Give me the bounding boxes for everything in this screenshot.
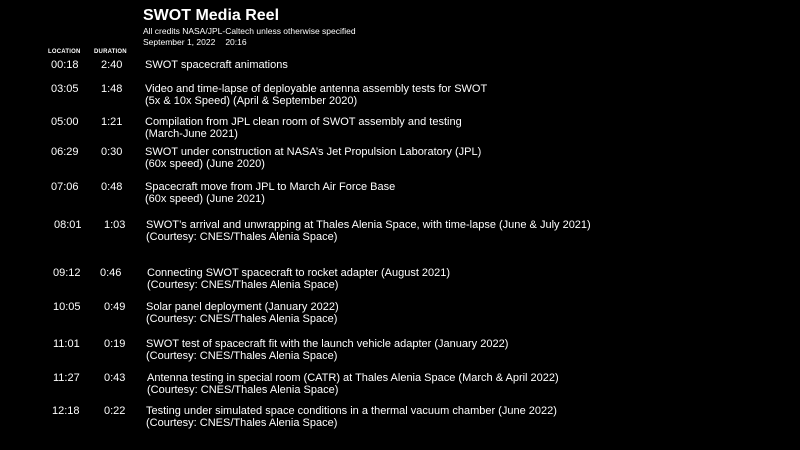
entry-location: 06:29 (51, 146, 79, 158)
entry-description-subline: (Courtesy: CNES/Thales Alenia Space) (146, 231, 338, 243)
entry-duration: 0:46 (100, 267, 122, 279)
entry-location: 10:05 (53, 301, 81, 313)
entry-location: 12:18 (52, 405, 80, 417)
entry-description (145, 83, 487, 107)
entry-description-subline: (Courtesy: CNES/Thales Alenia Space) (146, 313, 338, 325)
entry-description (146, 405, 557, 429)
entry-description-line: SWOT’s arrival and unwrapping at Thales Alenia Space, with time-lapse (June & July 2021) (146, 219, 591, 231)
time-text: 20:16 (225, 37, 247, 47)
entry-duration: 1:48 (101, 83, 123, 95)
entry-location: 00:18 (51, 59, 79, 71)
entry-description-subline: (60x speed) (June 2021) (145, 193, 265, 205)
entry-location: 11:27 (53, 372, 80, 384)
entry-duration: 0:49 (104, 301, 126, 313)
entry-description-subline: (March-June 2021) (145, 128, 238, 140)
entry-description (147, 372, 559, 396)
entry-description (145, 59, 288, 71)
entry-location: 11:01 (53, 338, 80, 350)
entry-location: 05:00 (51, 116, 79, 128)
entry-description-line: Antenna testing in special room (CATR) at Thales Alenia Space (March & April 2022) (147, 372, 559, 384)
entry-description-line: Connecting SWOT spacecraft to rocket adapter (August 2021) (147, 267, 451, 279)
entry-duration: 1:21 (101, 116, 123, 128)
entry-duration: 0:43 (104, 372, 126, 384)
entry-description (145, 116, 462, 140)
entry-description-line: Solar panel deployment (January 2022) (146, 301, 339, 313)
entry-location: 07:06 (51, 181, 79, 193)
entry-location: 03:05 (51, 83, 79, 95)
entry-duration: 0:48 (101, 181, 123, 193)
entry-duration: 0:30 (101, 146, 123, 158)
entry-description-line: Compilation from JPL clean room of SWOT assembly and testing (145, 116, 462, 128)
entry-duration: 0:19 (104, 338, 126, 350)
location-column-header: LOCATION (48, 49, 81, 55)
entry-description-subline: (Courtesy: CNES/Thales Alenia Space) (146, 417, 338, 429)
entry-duration: 0:22 (104, 405, 126, 417)
entry-description (145, 146, 481, 170)
entry-description-subline: (5x & 10x Speed) (April & September 2020) (145, 95, 358, 107)
entry-description (147, 267, 450, 291)
entry-description-subline: (Courtesy: CNES/Thales Alenia Space) (147, 384, 339, 396)
duration-column-header: DURATION (94, 49, 127, 55)
entry-description-subline: (Courtesy: CNES/Thales Alenia Space) (146, 350, 338, 362)
entry-description-line: SWOT under construction at NASA’s Jet Propulsion Laboratory (JPL) (145, 146, 482, 158)
entry-location: 08:01 (54, 219, 82, 231)
date-line (143, 37, 247, 47)
credit-line: All credits NASA/JPL-Caltech unless otherwise specified (143, 26, 356, 36)
page-title: SWOT Media Reel (143, 7, 280, 24)
entry-description (146, 301, 339, 325)
entry-description-line: SWOT test of spacecraft fit with the launch vehicle adapter (January 2022) (146, 338, 509, 350)
entry-description (146, 219, 591, 243)
entry-location: 09:12 (53, 267, 81, 279)
entry-description (146, 338, 508, 362)
entry-description-line: Video and time-lapse of deployable antenna assembly tests for SWOT (145, 83, 488, 95)
entry-duration: 1:03 (104, 219, 126, 231)
entry-description-subline: (60x speed) (June 2020) (145, 158, 265, 170)
entry-duration: 2:40 (101, 59, 123, 71)
entry-description-line: Testing under simulated space conditions in a thermal vacuum chamber (June 2022) (146, 405, 557, 417)
entry-description-line: SWOT spacecraft animations (145, 59, 288, 71)
date-text: September 1, 2022 (143, 37, 216, 47)
entry-description-subline: (Courtesy: CNES/Thales Alenia Space) (147, 279, 339, 291)
entry-description-line: Spacecraft move from JPL to March Air Force Base (145, 181, 396, 193)
entry-description (145, 181, 395, 205)
